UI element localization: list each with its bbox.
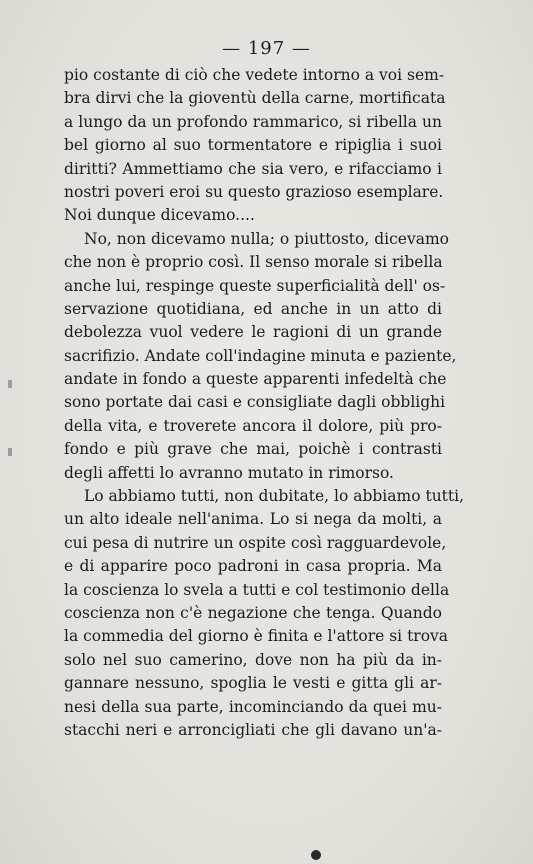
binding-mark bbox=[8, 448, 12, 456]
text-line: fondo e più grave che mai, poichè i contrasti bbox=[64, 440, 442, 459]
text-line: degli affetti lo avranno mutato in rimorso. bbox=[64, 463, 394, 482]
binding-mark bbox=[8, 380, 12, 388]
text-line: servazione quotidiana, ed anche in un atto di bbox=[64, 299, 442, 318]
text-line: solo nel suo camerino, dove non ha più da in- bbox=[64, 650, 442, 669]
text-line: stacchi neri e arroncigliati che gli davano un'a- bbox=[64, 720, 442, 739]
text-line: nesi della sua parte, incominciando da quei mu- bbox=[64, 697, 442, 716]
text-line: cui pesa di nutrire un ospite così ragguardevole, bbox=[64, 533, 447, 552]
text-line: debolezza vuol vedere le ragioni di un grande bbox=[64, 323, 442, 342]
text-line: un alto ideale nell'anima. Lo si nega da molti, a bbox=[64, 510, 442, 529]
text-line: e di apparire poco padroni in casa propria. Ma bbox=[64, 557, 442, 576]
text-line: a lungo da un profondo rammarico, si ribella un bbox=[64, 112, 442, 131]
text-line: coscienza non c'è negazione che tenga. Quando bbox=[64, 603, 442, 622]
body-text bbox=[64, 64, 465, 742]
text-line: Noi dunque dicevamo.... bbox=[64, 206, 255, 225]
text-line: sono portate dai casi e consigliate dagli obblighi bbox=[64, 393, 446, 412]
text-line: anche lui, respinge queste superficialità dell' os- bbox=[64, 276, 446, 295]
text-line: diritti? Ammettiamo che sia vero, e rifacciamo i bbox=[64, 159, 442, 178]
printer-ornament-icon bbox=[311, 850, 321, 860]
page-number: — 197 — bbox=[222, 38, 311, 59]
text-line: pio costante di ciò che vedete intorno a voi sem- bbox=[64, 66, 445, 84]
text-line: la coscienza lo svela a tutti e col testimonio della bbox=[64, 580, 450, 599]
text-line: Lo abbiamo tutti, non dubitate, lo abbiamo tutti, bbox=[84, 487, 465, 506]
text-line: la commedia del giorno è finita e l'attore si trova bbox=[64, 627, 449, 646]
text-line: della vita, e troverete ancora il dolore, più pro- bbox=[64, 416, 442, 435]
text-line: No, non dicevamo nulla; o piuttosto, dicevamo bbox=[84, 229, 449, 248]
text-line: bra dirvi che la gioventù della carne, mortificata bbox=[64, 89, 446, 108]
text-line: che non è proprio così. Il senso morale si ribella bbox=[64, 253, 443, 272]
text-line: andate in fondo a queste apparenti infedeltà che bbox=[64, 370, 447, 389]
text-line: bel giorno al suo tormentatore e ripiglia i suoi bbox=[64, 136, 442, 155]
text-line: sacrifizio. Andate coll'indagine minuta e paziente, bbox=[64, 346, 457, 365]
text-line: gannare nessuno, spoglia le vesti e gitta gli ar- bbox=[64, 674, 442, 693]
text-line: nostri poveri eroi su questo grazioso esemplare. bbox=[64, 182, 444, 201]
